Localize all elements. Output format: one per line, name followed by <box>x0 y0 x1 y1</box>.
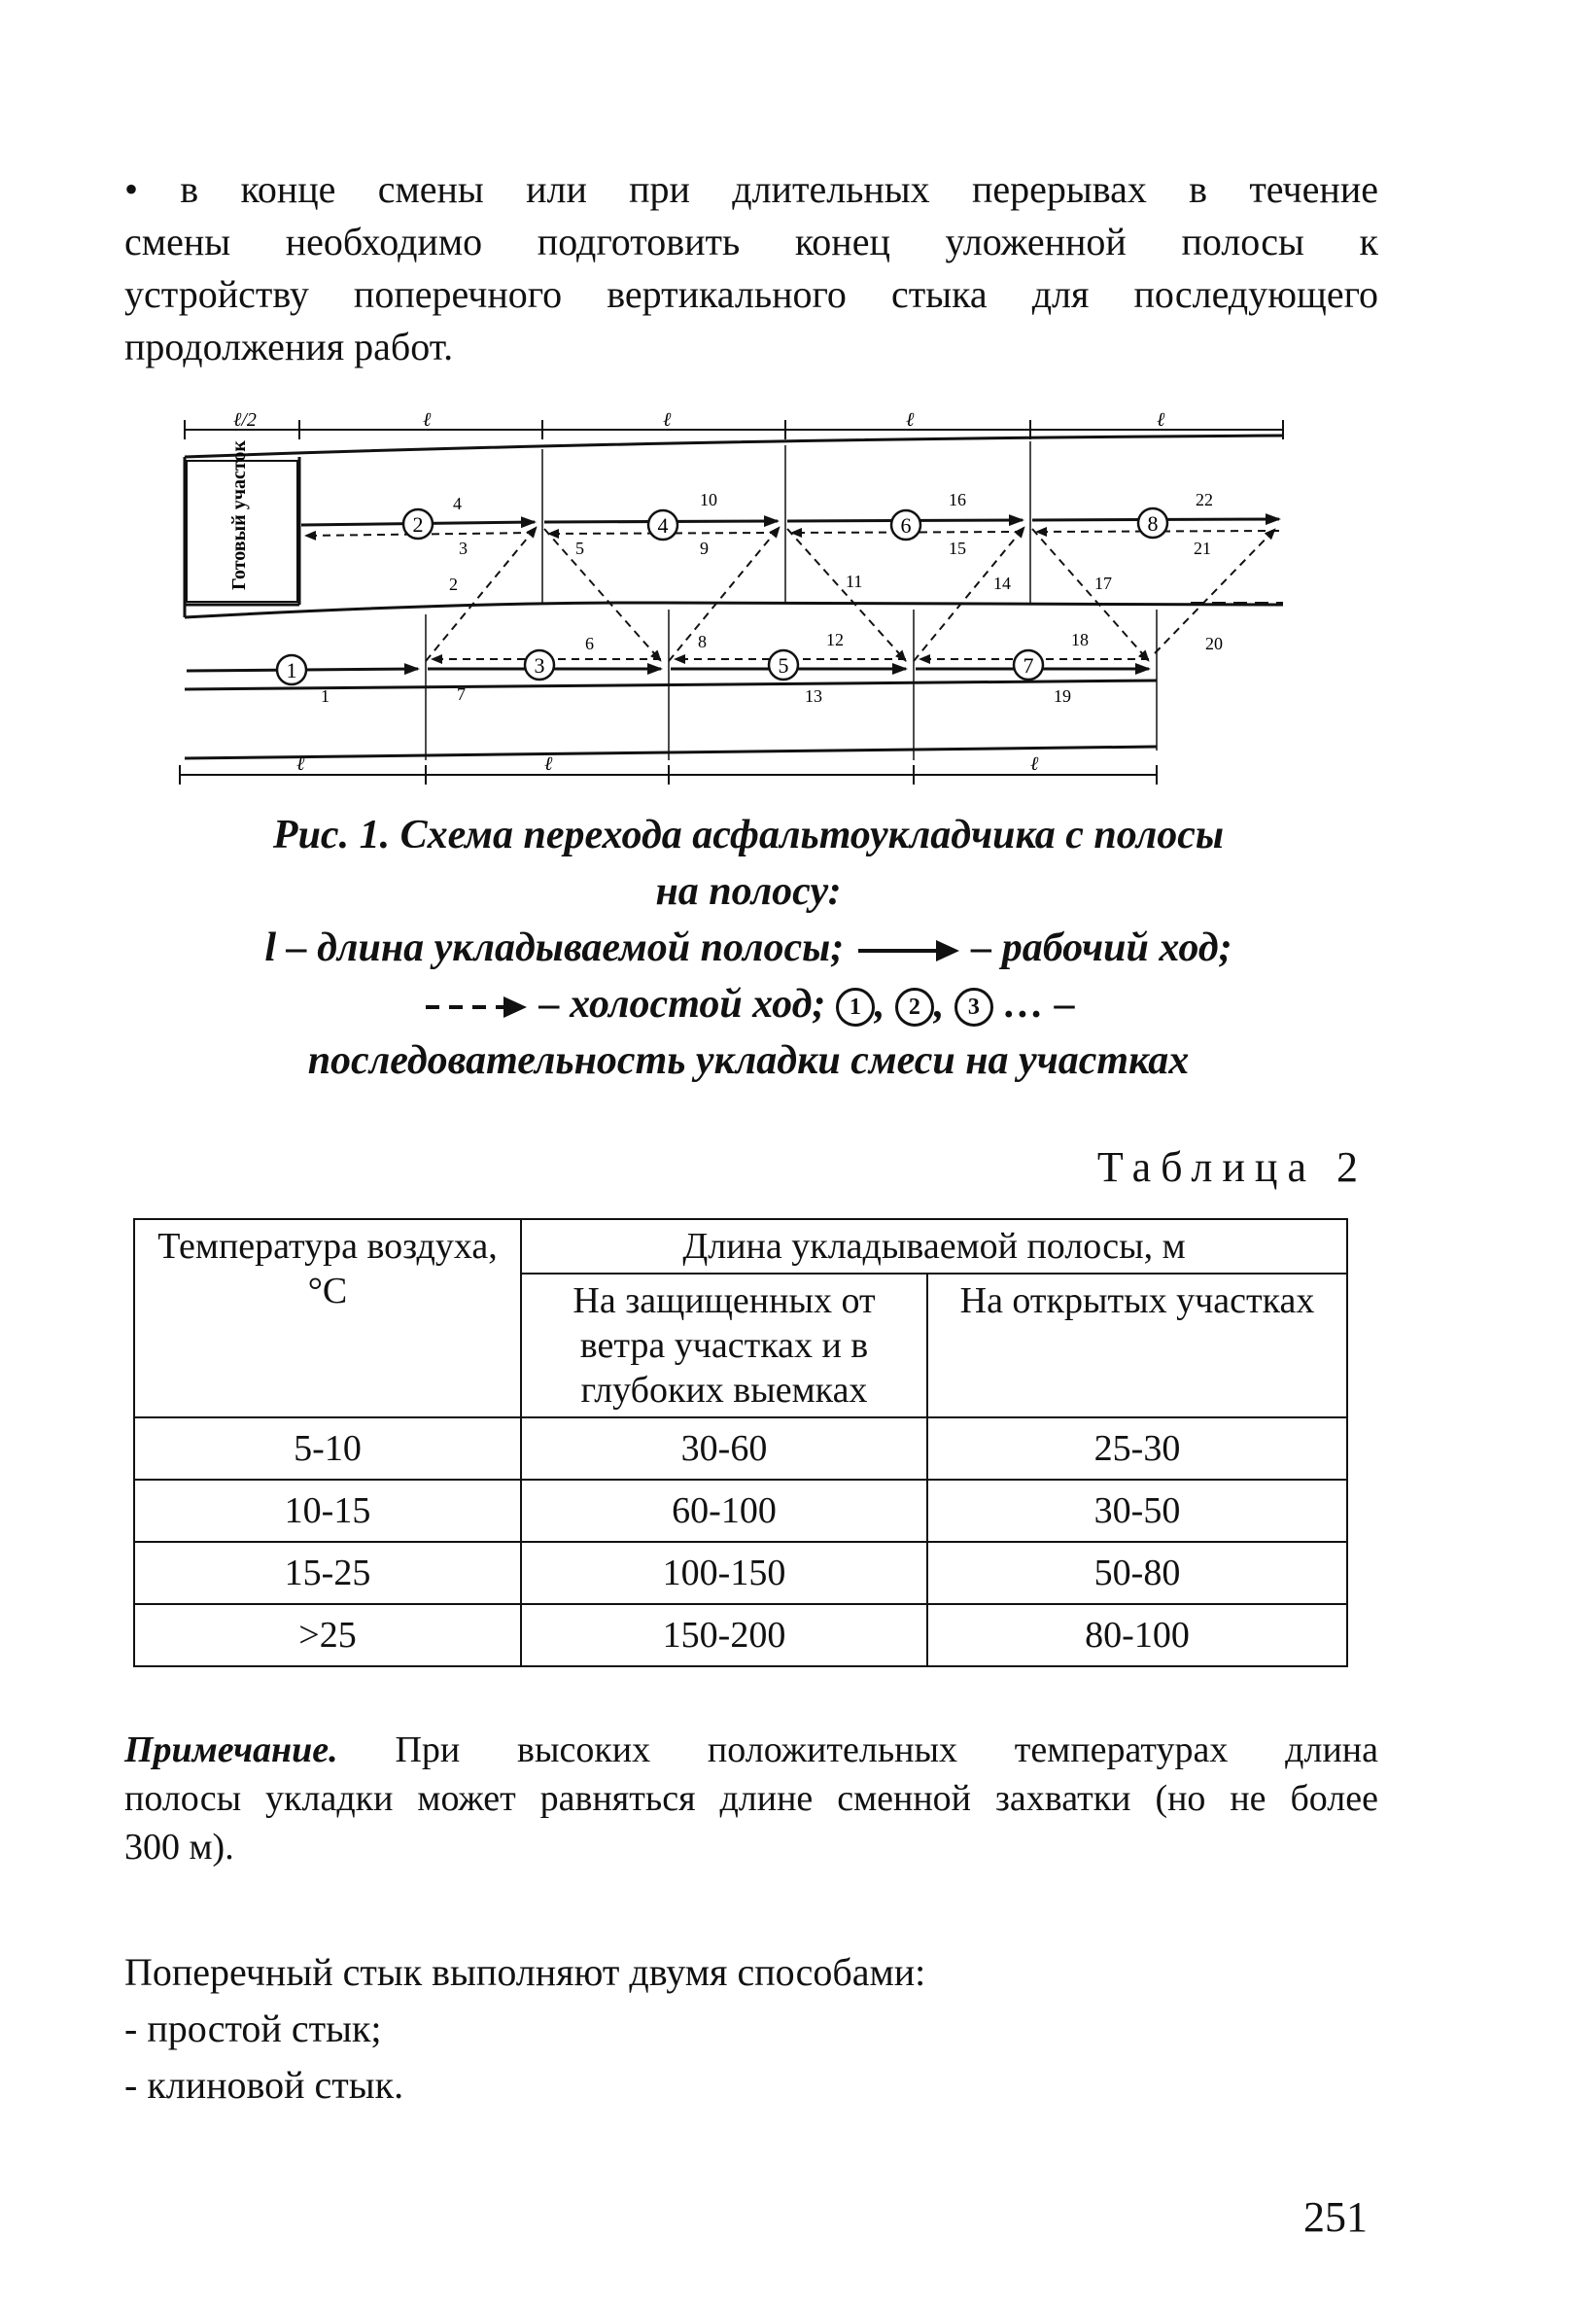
dimension-label: ℓ <box>544 753 553 775</box>
dimension-label: ℓ <box>1157 410 1165 431</box>
table-note <box>124 1726 1378 1871</box>
finished-section-label: Готовый участок <box>228 440 250 590</box>
caption-text: l – длина укладываемой полосы; <box>264 925 845 970</box>
caption-line: Рис. 1. Схема перехода асфальтоукладчика с полосы <box>272 813 1225 857</box>
caption-legend-line <box>146 920 1351 976</box>
table-cell: 60-100 <box>521 1480 927 1542</box>
table-row <box>134 1417 1347 1480</box>
svg-text:2: 2 <box>412 512 424 537</box>
move-label: 19 <box>1054 686 1071 706</box>
sequence-marker <box>403 509 433 539</box>
table-cell: 30-60 <box>521 1417 927 1480</box>
svg-text:4: 4 <box>657 513 669 538</box>
caption-line: последовательность укладки смеси на участках <box>307 1038 1190 1083</box>
table-cell: 80-100 <box>927 1604 1347 1666</box>
dimension-label: ℓ <box>906 410 915 431</box>
move-label: 3 <box>459 539 468 558</box>
figure-caption <box>146 807 1351 1089</box>
move-label: 22 <box>1196 490 1213 509</box>
strip-length-table <box>133 1218 1348 1667</box>
dimension-label: ℓ <box>663 410 672 431</box>
bottom-dimension-line <box>180 765 1157 785</box>
move-label: 14 <box>993 574 1011 593</box>
move-label: 4 <box>453 494 462 513</box>
svg-text:3: 3 <box>534 653 545 678</box>
sequence-circle-icon: 3 <box>954 988 993 1027</box>
sequence-marker <box>277 655 306 684</box>
table-cell: 5-10 <box>134 1417 521 1480</box>
table-cell: 50-80 <box>927 1542 1347 1604</box>
text-line: смены необходимо подготовить конец уложенной полосы к <box>124 220 1378 263</box>
note-line: 300 м). <box>124 1827 234 1868</box>
caption-legend-line: – холостой ход; 1 , 2 , 3 … – <box>146 976 1351 1032</box>
table-header: На защищенных от ветра участках и в глубоких выемках <box>521 1274 927 1417</box>
move-label: 12 <box>826 630 844 649</box>
svg-text:5: 5 <box>778 653 789 678</box>
move-label: 21 <box>1194 539 1211 558</box>
sequence-marker <box>648 510 677 540</box>
caption-text: – рабочий ход; <box>971 925 1232 970</box>
move-label: 8 <box>698 632 707 651</box>
move-label: 13 <box>805 686 822 706</box>
list-item: - простой стык; <box>124 2007 382 2050</box>
move-label: 15 <box>949 539 966 558</box>
table-cell: 30-50 <box>927 1480 1347 1542</box>
note-line <box>124 1726 1378 1774</box>
text-line: • в конце смены или при длительных перерывах в течение <box>124 167 1378 211</box>
table-cell: >25 <box>134 1604 521 1666</box>
dimension-label: ℓ <box>296 753 305 775</box>
upper-working-strokes <box>301 519 1279 525</box>
text-line: устройству поперечного вертикального стыка для последующего <box>124 272 1378 316</box>
table-cell: 100-150 <box>521 1542 927 1604</box>
dashed-arrow-icon <box>422 993 529 1022</box>
dimension-label: ℓ <box>423 410 432 431</box>
table-cell: 150-200 <box>521 1604 927 1666</box>
sequence-marker <box>1014 650 1043 680</box>
svg-text:8: 8 <box>1147 511 1159 536</box>
page-number: 251 <box>1303 2193 1368 2241</box>
lower-working-strokes <box>187 669 1149 671</box>
intro-paragraph <box>124 163 1378 373</box>
table-row <box>134 1542 1347 1604</box>
solid-arrow-icon <box>854 936 961 965</box>
dimension-label: ℓ/2 <box>233 410 257 431</box>
caption-text: – холостой ход; <box>538 982 826 1027</box>
sequence-circle-icon: 1 <box>836 988 875 1027</box>
move-label: 7 <box>457 684 466 704</box>
table-header: На открытых участках <box>927 1274 1347 1417</box>
move-label: 11 <box>846 572 863 591</box>
list-item: - клиновой стык. <box>124 2063 404 2107</box>
svg-text:6: 6 <box>900 513 912 538</box>
road-outline <box>185 436 1283 758</box>
table-cell: 10-15 <box>134 1480 521 1542</box>
move-label: 6 <box>585 634 594 653</box>
table-title: Таблица 2 <box>1096 1143 1368 1191</box>
note-line: полосы укладки может равняться длине сменной захватки (но не более <box>124 1778 1378 1819</box>
transition-strokes <box>426 527 1275 661</box>
section-dividers <box>426 441 1157 760</box>
table-header: Длина укладываемой полосы, м <box>521 1219 1347 1274</box>
caption-line: на полосу: <box>655 869 842 914</box>
dimension-label: ℓ <box>1030 753 1039 775</box>
sequence-circle-icon: 2 <box>895 988 934 1027</box>
move-label: 20 <box>1205 634 1223 653</box>
move-label: 5 <box>575 539 584 558</box>
sequence-marker <box>1138 508 1167 538</box>
move-label: 18 <box>1071 630 1089 649</box>
table-cell: 25-30 <box>927 1417 1347 1480</box>
caption-text: … – <box>1003 982 1075 1027</box>
sequence-marker <box>891 510 920 540</box>
note-text: При высоких положительных температурах длина <box>395 1729 1379 1770</box>
table-cell: 15-25 <box>134 1542 521 1604</box>
move-label: 2 <box>449 575 458 594</box>
note-label: Примечание. <box>124 1729 338 1770</box>
svg-text:7: 7 <box>1023 653 1034 678</box>
joint-methods <box>124 1944 1378 2113</box>
svg-text:1: 1 <box>286 658 297 682</box>
move-label: 10 <box>700 490 717 509</box>
move-label: 16 <box>949 490 966 509</box>
paver-transition-diagram <box>175 410 1322 789</box>
move-label: 1 <box>321 686 330 706</box>
text-line: продолжения работ. <box>124 325 454 368</box>
move-label: 9 <box>700 539 709 558</box>
joint-intro: Поперечный стык выполняют двумя способами: <box>124 1950 926 1994</box>
table-header: Температура воздуха, °С <box>134 1219 521 1417</box>
sequence-marker <box>769 650 798 680</box>
table-row <box>134 1480 1347 1542</box>
move-label: 17 <box>1094 574 1112 593</box>
table-row <box>134 1604 1347 1666</box>
sequence-marker <box>525 650 554 680</box>
